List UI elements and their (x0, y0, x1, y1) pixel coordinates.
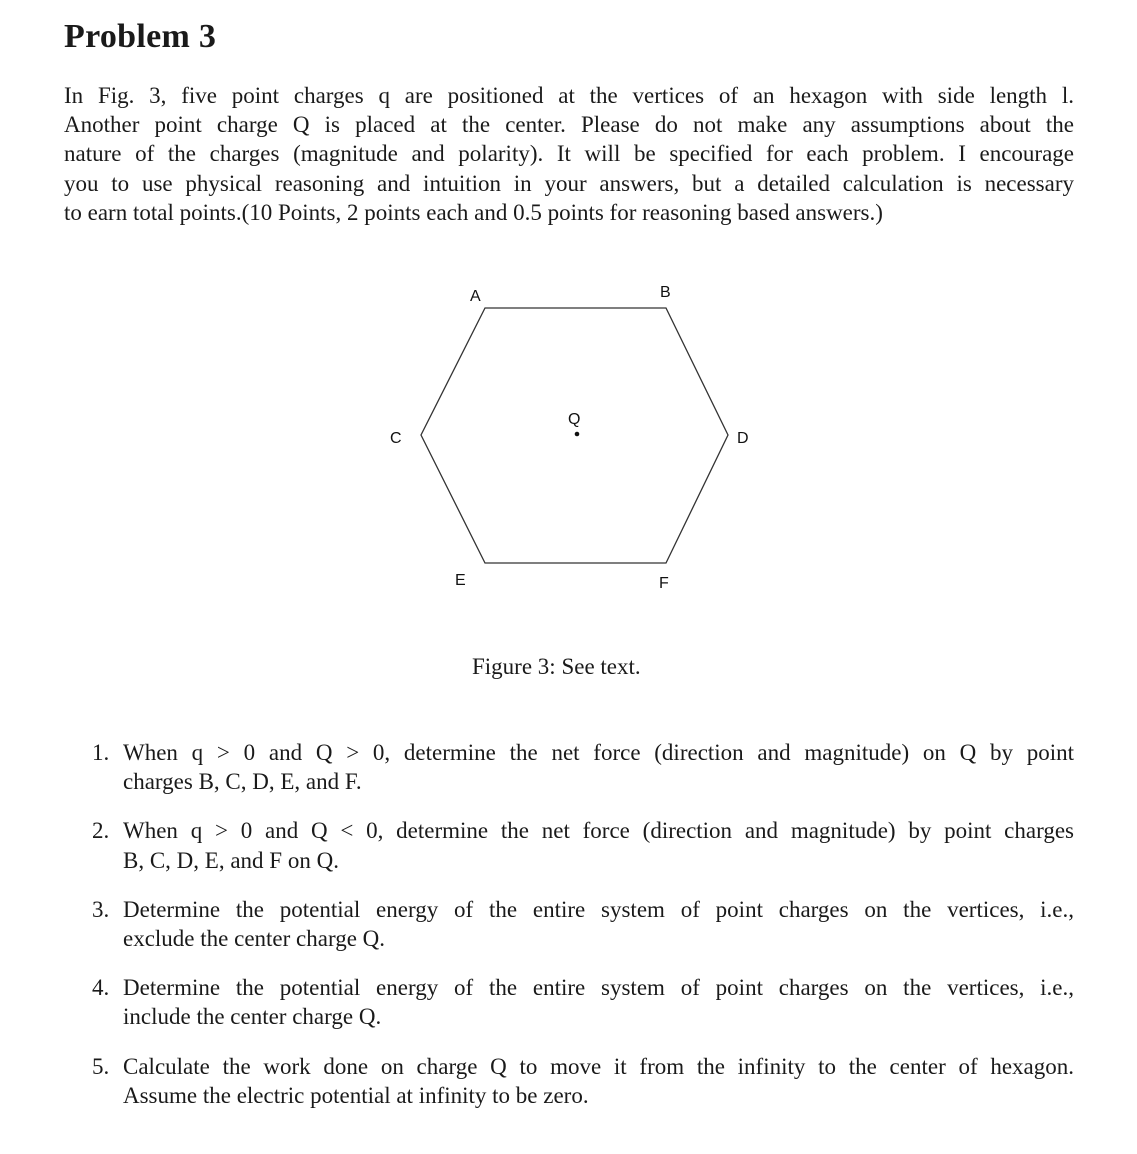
intro-line-3: nature of the charges (magnitude and polarity). It will be specified for each problem. I encourage (64, 141, 1074, 167)
problem-line-1 (123, 738, 1074, 767)
problem-text: q > 0 and Q < 0, determine the net force (direction and magnitude) by point charges (190, 818, 1075, 844)
problem-line-2: include the center charge Q. (123, 1004, 382, 1030)
problem-number: 5. (92, 1053, 110, 1079)
vertex-label-e: E (455, 572, 466, 589)
center-charge-label: Q (568, 411, 581, 428)
intro-line-1: In Fig. 3, five point charges q are positioned at the vertices of an hexagon with side length l. (64, 83, 1074, 108)
problem-text: q > 0 and Q > 0, determine the net force (direction and magnitude) on Q by point (191, 740, 1074, 765)
vertex-label-f: F (659, 575, 669, 592)
intro-line-2: Another point charge Q is placed at the center. Please do not make any assumptions about the (64, 112, 1074, 138)
problem-text: When (123, 740, 192, 765)
problem-line-2: B, C, D, E, and F on Q. (123, 847, 339, 873)
problem-number: 2. (92, 818, 110, 844)
problem-item-2 (64, 816, 1074, 874)
problem-number: 1. (92, 740, 110, 765)
intro-line-5: to earn total points.(10 Points, 2 points each and 0.5 points for reasoning based answers.) (64, 199, 883, 225)
problem-item-3 (64, 895, 1074, 953)
problem-item-4 (64, 973, 1074, 1031)
center-charge-dot (575, 432, 580, 437)
hexagon-diagram (0, 270, 1137, 600)
problem-item-1 (64, 738, 1074, 796)
hexagon-figure (64, 270, 1137, 600)
vertex-label-d: D (737, 430, 749, 447)
problem-item-5 (64, 1052, 1074, 1110)
problem-line-1: Determine the potential energy of the entire system of point charges on the vertices, i.e., (123, 975, 1074, 1001)
vertex-label-c: C (390, 430, 402, 447)
problem-text: When (123, 818, 191, 844)
problem-number: 3. (92, 896, 110, 922)
problem-line-2: charges B, C, D, E, and F. (123, 769, 362, 795)
problem-line-1 (123, 816, 1074, 845)
problem-line-1: Calculate the work done on charge Q to move it from the infinity to the center of hexagon. (123, 1053, 1074, 1079)
intro-paragraph (64, 81, 1074, 227)
figure-caption: Figure 3: See text. (472, 654, 641, 679)
problem-line-2: exclude the center charge Q. (123, 926, 386, 952)
problem-number: 4. (92, 975, 110, 1001)
problem-line-1: Determine the potential energy of the entire system of point charges on the vertices, i.e., (123, 896, 1074, 922)
vertex-label-a: A (470, 288, 481, 305)
problem-list (64, 738, 1074, 1110)
intro-line-4: you to use physical reasoning and intuition in your answers, but a detailed calculation is necessary (64, 170, 1074, 196)
vertex-label-b: B (660, 284, 671, 301)
problem-heading: Problem 3 (64, 18, 217, 55)
problem-line-2: Assume the electric potential at infinity to be zero. (123, 1082, 589, 1108)
hexagon-outline (421, 308, 728, 563)
